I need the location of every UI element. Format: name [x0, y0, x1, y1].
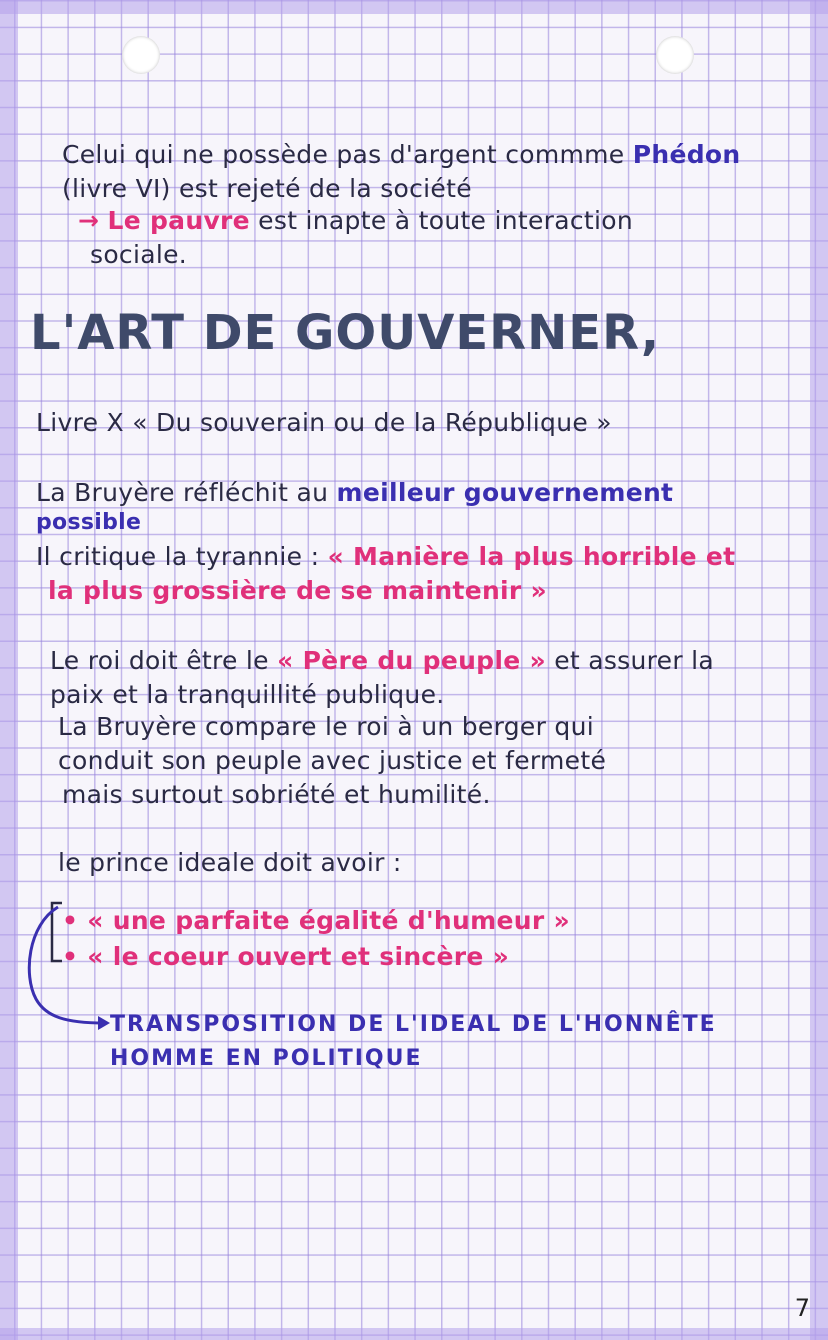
punch-hole-left	[122, 36, 160, 74]
para2-line-5: mais surtout sobriété et humilité.	[62, 780, 491, 809]
para-text: Le roi doit être le	[50, 646, 278, 675]
section-title: L'ART DE GOUVERNER,	[30, 305, 661, 361]
book-reference: Livre X « Du souverain ou de la République »	[36, 408, 612, 437]
arrow-icon: →	[78, 206, 100, 235]
para-text: Il critique la tyrannie :	[36, 542, 328, 571]
intro-line-3	[78, 206, 633, 235]
intro-text: est inapte à toute interaction	[249, 206, 633, 235]
para2-line-3: La Bruyère compare le roi à un berger qui	[58, 712, 594, 741]
para-text: La Bruyère réfléchit au	[36, 478, 337, 507]
pauvre-highlight: Le pauvre	[107, 206, 250, 235]
intro-line-4: sociale.	[90, 240, 188, 269]
para1-line-2: possible	[36, 510, 142, 535]
left-margin	[0, 0, 18, 1340]
intro-line-2: (livre VI) est rejeté de la société	[62, 174, 472, 203]
bottom-edge	[0, 1328, 828, 1340]
para2-line-4: conduit son peuple avec justice et fermeté	[58, 746, 607, 775]
tyranny-quote: « Manière la plus horrible et	[327, 542, 736, 571]
para1-line-3	[36, 542, 735, 571]
meilleur-gouvernement-highlight: meilleur gouvernement	[336, 478, 674, 507]
right-margin	[810, 0, 828, 1340]
para1-line-1	[36, 478, 673, 507]
para2-line-2: paix et la tranquillité publique.	[50, 680, 445, 709]
para1-line-4: la plus grossière de se maintenir »	[48, 576, 548, 605]
para-text: et assurer la	[545, 646, 715, 675]
top-edge	[0, 0, 828, 14]
prince-item-1: • « une parfaite égalité d'humeur »	[62, 906, 570, 935]
prince-item-2: • « le coeur ouvert et sincère »	[62, 942, 510, 971]
prince-intro: le prince ideale doit avoir :	[58, 848, 402, 877]
punch-hole-right	[656, 36, 694, 74]
intro-line-1	[62, 140, 740, 169]
page-number: 7	[794, 1294, 810, 1322]
intro-text: Celui qui ne possède pas d'argent commme	[62, 140, 633, 169]
pere-du-peuple-quote: « Père du peuple »	[277, 646, 546, 675]
conclusion-line-2: HOMME EN POLITIQUE	[110, 1046, 423, 1071]
conclusion-line-1: TRANSPOSITION DE L'IDEAL DE L'HONNÊTE	[110, 1012, 717, 1037]
para2-line-1	[50, 646, 714, 675]
phedon-name: Phédon	[632, 140, 741, 169]
